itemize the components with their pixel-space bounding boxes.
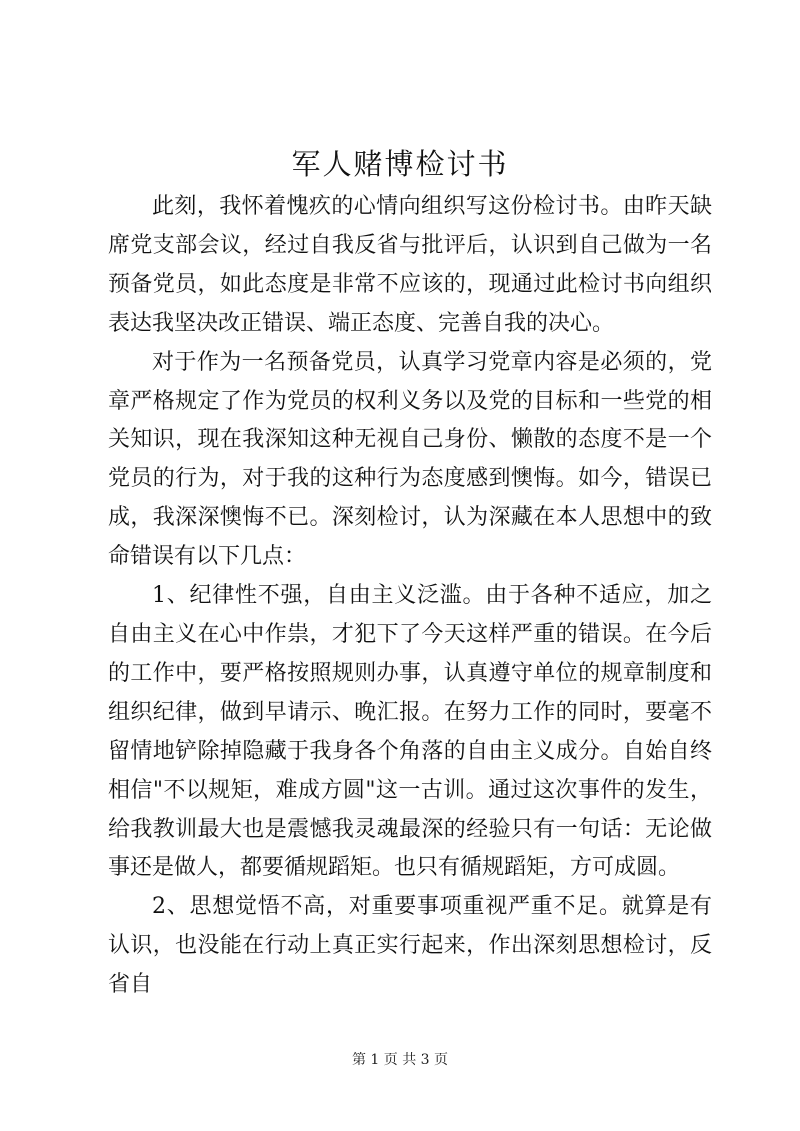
paragraph-3: 1、纪律性不强，自由主义泛滥。由于各种不适应，加之自由主义在心中作祟，才犯下了今天这样严重的错误。在今后的工作中，要严格按照规则办事，认真遵守单位的规章制度和组织纪律，做到早请示、晚汇报。在努力工作的同时，要毫不留情地铲除掉隐藏于我身各个角落的自由主义成分。自始自终相信"不以规矩，难成方圆"这一古训。通过这次事件的发生，给我教训最大也是震憾我灵魂最深的经验只有一句话：无论做事还是做人，都要循规蹈矩。也只有循规蹈矩，方可成圆。 [108, 583, 712, 881]
paragraph-4: 2、思想觉悟不高，对重要事项重视严重不足。就算是有认识，也没能在行动上真正实行起来，作出深刻思想检讨，反省自 [108, 894, 712, 998]
page-footer: 第 1 页 共 3 页 [351, 1052, 449, 1068]
document-title: 军人赌博检讨书 [291, 147, 509, 181]
document-body [108, 188, 712, 1005]
paragraph-2: 对于作为一名预备党员，认真学习党章内容是必须的，党章严格规定了作为党员的权利义务以及党的目标和一些党的相关知识，现在我深知这种无视自己身份、懒散的态度不是一个党员的行为，对于我的这种行为态度感到懊悔。如今，错误已成，我深深懊悔不已。深刻检讨，认为深藏在本人思想中的致命错误有以下几点： [108, 349, 712, 570]
paragraph-1: 此刻，我怀着愧疚的心情向组织写这份检讨书。由昨天缺席党支部会议，经过自我反省与批评后，认识到自己做为一名预备党员，如此态度是非常不应该的，现通过此检讨书向组织表达我坚决改正错误、端正态度、完善自我的决心。 [108, 194, 712, 336]
